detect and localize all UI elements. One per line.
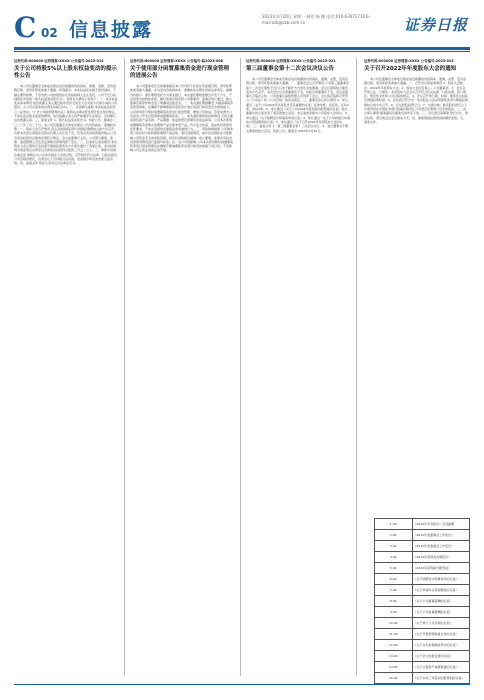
proposal-name: 《关于申请综合授信额度的议案》 <box>412 585 470 596</box>
table-row <box>375 662 470 673</box>
stock-id: 证券代码:000000 证券简称:XXXX 公告编号:2023-012 <box>14 59 104 63</box>
announcement-title: 第三届董事会第十二次会议决议公告 <box>246 66 335 72</box>
header-rule-thin <box>14 51 470 52</box>
announcement-title: 关于召开2022年年度股东大会的通知 <box>364 66 457 72</box>
proposal-code: 12.00 <box>375 640 413 651</box>
proposal-name: 《关于公司监事薪酬的议案》 <box>412 607 470 618</box>
column-2 <box>130 58 234 678</box>
table-row <box>375 585 470 596</box>
table-row <box>375 673 470 684</box>
table-row <box>375 530 470 541</box>
proposal-name: 《关于计提资产减值准备的议案》 <box>412 662 470 673</box>
announcement-body: 本公司及董事会全体成员保证信息披露的内容真实、准确、完整，没有虚假记载、误导性陈述或重大遗漏。特别提示：本次权益变动属于股份减持，不触及要约收购，不会导致公司控股股东及实际控制人发生变化。公司于近日收到股东出具的《简式权益变动报告书》，现将有关情况公告如下：一、本次权益变动基本情况 信息披露义务人通过集中竞价交易及大宗交易方式累计减持公司股份，占公司总股本的比例变动超过1%。二、其他相关说明 本次权益变动符合《证券法》《上市公司收购管理办法》等相关法律法规及规范性文件的规定，不存在违反相关承诺的情形。信息披露义务人将严格遵守有关规定，及时履行信息披露义务。三、备查文件 1、简式权益变动报告书。特此公告。董事会 二〇二三年三月二十日。本公司及董事会全体成员保证公告内容真实、准确和完整。一、股东大会召开情况 会议采取现场投票与网络投票相结合的方式召开，出席本次会议的股东及股东代理人共计若干名，代表有表决权的股份数占公司有表决权股份总数的比例符合规定。会议由董事长主持，公司部分董事、监事、高级管理人员及见证律师出席或列席了会议。二、议案审议表决情况 本次股东大会以现场记名投票及网络投票表决方式审议通过了各项议案，表决结果均为同意票占出席会议有效表决权股份总数的三分之二以上。三、律师出具的法律意见 律师认为公司本次股东大会的召集、召开程序符合法律、行政法规及公司章程的规定，出席会议人员资格合法有效，表决程序和表决结果合法有效。四、备查文件 股东大会决议及法律意见书。 <box>14 84 118 166</box>
table-row <box>375 563 470 574</box>
proposal-code: 14.00 <box>375 662 413 673</box>
proposal-code: 6.00 <box>375 574 413 585</box>
proposal-name: 《2022年度董事会工作报告》 <box>412 530 470 541</box>
column-divider <box>124 58 125 676</box>
proposal-name: 《关于未来三年股东回报规划的议案》 <box>412 673 470 684</box>
proposal-code: 3.00 <box>375 541 413 552</box>
proposal-code: 4.00 <box>375 552 413 563</box>
announcement-body: 本公司董事会及全体董事保证本公告内容不存在任何虚假记载、误导性陈述或者重大遗漏，并对其内容的真实性、准确性和完整性承担法律责任。重要内容提示：委托理财受托方为商业银行，本次委托理财金额合计若干万元，产品类型为结构性存款，履行的审议程序经公司董事会、监事会审议通过，独立董事及保荐机构发表了明确同意的意见。一、本次委托理财概况 为提高募集资金使用效率，在确保不影响募集资金投资计划正常进行和资金安全的前提下，公司使用部分暂时闲置募集资金进行现金管理，增加公司收益。资金来源为公司首次公开发行股票的闲置募集资金。二、本次委托理财的具体情况 合同主要条款包括产品名称、产品期限、收益类型及预期年化收益率等。公司本次使用闲置募集资金购买的理财产品为保本型产品，符合安全性高、流动性好的使用条件要求，不存在变相改变募集资金用途的行为。三、风险控制措施 公司财务部门将及时分析和跟踪理财产品投向、项目进展情况，如评估发现存在可能影响公司资金安全的风险因素，将及时采取相应措施。独立董事、监事会有权对资金使用情况进行监督与检查。四、对公司的影响 公司本次使用暂时闲置募集资金进行现金管理是在确保不影响募集资金项目建设的前提下进行的，不会影响公司主营业务的正常开展。 <box>130 84 233 153</box>
proposal-name: 《关于修订公司章程的议案》 <box>412 618 470 629</box>
proposal-name: 《关于开展套期保值业务的议案》 <box>412 629 470 640</box>
table-row <box>375 640 470 651</box>
issue-meta: 2023年3月20日 星期一 制作:杨 柳 电话:010-63071716 E-mail:zzb@zzb.com.cn <box>262 14 371 25</box>
announcement-title: 关于使用部分闲置募集资金进行现金管理的进展公告 <box>130 66 230 79</box>
section-title: 信息披露 <box>69 19 154 41</box>
proposal-code: 2.00 <box>375 530 413 541</box>
stock-id: 证券代码:300000 证券简称:XXXX 公告编号:2023-021 <box>246 59 336 63</box>
section-letter: C <box>14 11 37 44</box>
proposal-code: 11.00 <box>375 629 413 640</box>
proposal-name: 《2022年度财务决算报告》 <box>412 552 470 563</box>
proposal-name: 《关于公司董事薪酬的议案》 <box>412 596 470 607</box>
page-header <box>0 0 484 52</box>
column-divider <box>356 58 357 676</box>
proposal-table <box>374 518 470 684</box>
table-row <box>375 519 470 530</box>
proposal-name: 《2022年年度报告》及其摘要 <box>412 519 470 530</box>
column-1 <box>14 58 118 678</box>
table-row <box>375 618 470 629</box>
proposal-name: 《关于续聘会计师事务所的议案》 <box>412 574 470 585</box>
proposal-code: 15.00 <box>375 673 413 684</box>
announcement-body: 本公司及董事会全体成员保证信息披露的内容真实、准确、完整，没有虚假记载、误导性陈述或重大遗漏。一、董事会会议召开情况 公司第三届董事会第十二次会议通知于近日以电子邮件方式送达全体董事，会议以现场结合通讯表决方式召开。本次会议应出席董事若干名，实际出席董事若干名，会议由董事长召集并主持，公司监事及高级管理人员列席了会议。会议的召集和召开符合《公司法》和《公司章程》的有关规定。二、董事会会议审议情况 1、审议通过《关于公司2022年年度报告及其摘要的议案》表决结果：同意票，反对0票，弃权0票。2、审议通过《关于公司2022年度利润分配预案的议案》独立董事对该议案发表了同意的独立意见。本议案尚需提交公司股东大会审议。3、审议通过《关于续聘会计师事务所的议案》4、审议通过《关于公司向银行申请综合授信额度的议案》5、审议通过《关于召开2022年年度股东大会的议案》。三、备查文件 1、第三届董事会第十二次会议决议；2、独立董事关于相关事项的独立意见。特此公告。董事会 2023年3月20日。 <box>246 77 350 133</box>
proposal-code: 9.00 <box>375 607 413 618</box>
stock-id: 证券代码:002000 证券简称:XXXX 公告编号:2023-015 <box>364 59 454 63</box>
table-row <box>375 541 470 552</box>
stock-id: 证券代码:600000 证券简称:XXXX 公告编号:临2023-008 <box>130 59 224 63</box>
column-3 <box>246 58 350 678</box>
proposal-name: 《关于对外担保额度预计的议案》 <box>412 640 470 651</box>
proposal-code: 1.00 <box>375 519 413 530</box>
proposal-code: 7.00 <box>375 585 413 596</box>
table-row <box>375 651 470 662</box>
announcement-title: 关于公司持股5%以上股东权益变动的提示性公告 <box>14 66 117 79</box>
newspaper-logo: 证券日报 <box>404 16 469 34</box>
proposal-name: 《2022年度利润分配预案》 <box>412 563 470 574</box>
column-divider <box>240 58 241 676</box>
table-row <box>375 596 470 607</box>
table-row <box>375 552 470 563</box>
page-number: 02 <box>41 26 58 40</box>
proposal-name: 《2022年度监事会工作报告》 <box>412 541 470 552</box>
proposal-code: 13.00 <box>375 651 413 662</box>
proposal-code: 5.00 <box>375 563 413 574</box>
header-rule <box>14 47 470 50</box>
table-row <box>375 607 470 618</box>
proposal-name: 《关于会计政策变更的议案》 <box>412 651 470 662</box>
proposal-code: 8.00 <box>375 596 413 607</box>
table-row <box>375 629 470 640</box>
column-4 <box>364 58 468 508</box>
footer-rule <box>14 684 470 685</box>
announcement-body: 本公司及董事会全体成员保证信息披露的内容真实、准确、完整，没有虚假记载、误导性陈述或重大遗漏。一、召开会议的基本情况 1、股东大会届次：2022年年度股东大会。2、股东大会的召集人：公司董事会。3、会议召开的合法、合规性：本次股东大会会议召开符合有关法律、行政法规、部门规章、规范性文件和公司章程的规定。4、会议召开的日期、时间：现场会议时间及网络投票时间。5、会议的召开方式：本次股东大会采用现场表决与网络投票相结合的方式召开。6、会议的股权登记日。7、出席对象：截至股权登记日下午收市时在中国证券登记结算有限责任公司登记在册的公司全体股东。二、会议审议事项 提案编码及提案名称详见下表。三、会议登记等事项 登记方式、登记时间、登记地点及会议联系方式。四、参加网络投票的具体操作流程。五、备查文件。 <box>364 77 468 124</box>
proposal-code: 10.00 <box>375 618 413 629</box>
table-row <box>375 574 470 585</box>
